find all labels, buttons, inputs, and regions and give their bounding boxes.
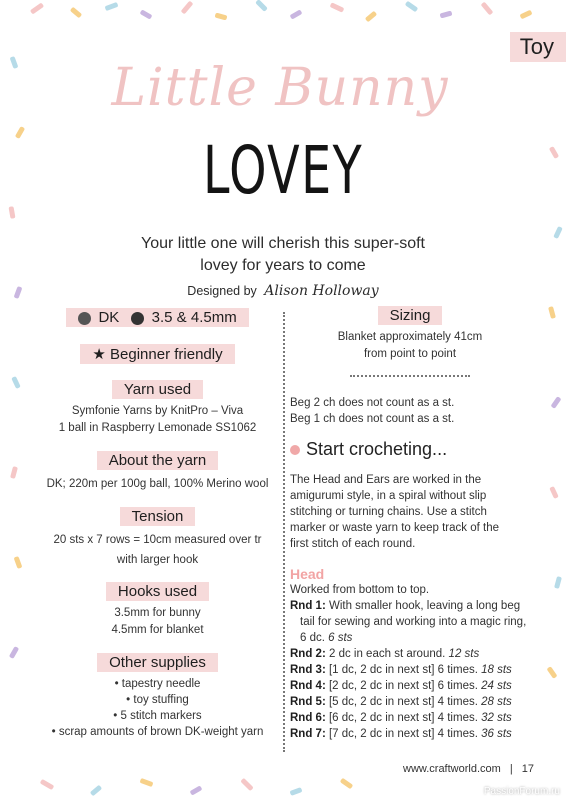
text-line: 4.5mm for blanket <box>111 624 204 636</box>
category-badge: Toy <box>510 32 566 62</box>
round-count: 12 sts <box>448 648 480 660</box>
round-label: Rnd 3: <box>290 664 326 676</box>
skill-level: ★ Beginner friendly <box>80 344 234 364</box>
round-text: [5 dc, 2 dc in next st] 4 times. <box>328 696 478 708</box>
yarn-used-text <box>40 403 275 437</box>
round-label: Rnd 2: <box>290 648 326 660</box>
round-item <box>290 662 530 678</box>
head-heading: Head <box>290 566 325 582</box>
left-column <box>40 306 275 740</box>
round-label: Rnd 6: <box>290 712 326 724</box>
round-item <box>290 710 530 726</box>
text-line: Symfonie Yarns by KnitPro – Viva <box>71 405 244 417</box>
list-item: • tapestry needle <box>114 678 201 690</box>
round-count: 32 sts <box>481 712 512 724</box>
round-count: 6 sts <box>328 632 353 644</box>
text-line: with larger hook <box>116 554 199 566</box>
section-heading: Sizing <box>378 306 443 325</box>
byline-prefix: Designed by <box>187 284 257 298</box>
page-title: LOVEY <box>202 132 364 209</box>
text-line: 3.5mm for bunny <box>114 607 201 619</box>
round-label: Rnd 5: <box>290 696 326 708</box>
start-heading-text: Start crocheting... <box>306 439 448 459</box>
round-label: Rnd 7: <box>290 728 326 740</box>
round-text: With smaller hook, leaving a long beg tail for sewing and working into a magic ring, 6 dc. <box>300 600 527 644</box>
spec-weight-hook <box>66 308 248 327</box>
round-item <box>290 678 530 694</box>
title-script: Little Bunny <box>111 58 449 118</box>
footer-separator: | <box>509 763 513 775</box>
round-label: Rnd 4: <box>290 680 326 692</box>
round-item <box>290 694 530 710</box>
text-line: 1 ball in Raspberry Lemonade SS1062 <box>58 422 257 434</box>
round-count: 28 sts <box>481 696 512 708</box>
round-text: 2 dc in each st around. <box>328 648 446 660</box>
round-list <box>290 598 530 742</box>
round-count: 18 sts <box>481 664 512 676</box>
hook-size: 3.5 & 4.5mm <box>151 309 237 326</box>
round-text: [2 dc, 2 dc in next st] 6 times. <box>328 680 478 692</box>
text-line: Beg 1 ch does not count as a st. <box>290 413 455 425</box>
section-heading: Hooks used <box>106 582 209 601</box>
watermark: PassionForum.ru <box>483 786 560 797</box>
subtitle-line: Your little one will cherish this super-soft <box>141 235 425 252</box>
page-footer <box>403 763 534 775</box>
text-line: Blanket approximately 41cm <box>337 331 483 343</box>
round-item <box>290 726 530 742</box>
footer-url[interactable]: www.craftworld.com <box>403 763 501 775</box>
text-line: 20 sts x 7 rows = 10cm measured over tr <box>53 534 262 546</box>
hooks-used-text <box>40 605 275 639</box>
list-item: • scrap amounts of brown DK-weight yarn <box>51 726 264 738</box>
round-item <box>290 598 530 646</box>
sizing-text <box>290 329 530 363</box>
round-item <box>290 646 530 662</box>
right-column <box>290 306 530 742</box>
designer-name: Alison Holloway <box>264 283 379 299</box>
supplies-list <box>40 676 275 740</box>
round-text: [6 dc, 2 dc in next st] 4 times. <box>328 712 478 724</box>
start-heading <box>290 439 530 460</box>
page-number: 17 <box>521 763 535 775</box>
section-heading: Other supplies <box>97 653 218 672</box>
tension-text <box>40 530 275 570</box>
text-line: Beg 2 ch does not count as a st. <box>290 397 455 409</box>
round-count: 24 sts <box>481 680 512 692</box>
yarn-ball-icon <box>290 445 300 455</box>
yarn-weight: DK <box>98 309 120 326</box>
head-intro: Worked from bottom to top. <box>290 584 430 596</box>
round-text: [1 dc, 2 dc in next st] 6 times. <box>328 664 478 676</box>
section-heading: Tension <box>120 507 196 526</box>
round-text: [7 dc, 2 dc in next st] 4 times. <box>328 728 478 740</box>
sizing-divider <box>350 375 470 377</box>
yarn-ball-icon <box>78 312 91 325</box>
crochet-hook-icon <box>131 312 144 325</box>
round-label: Rnd 1: <box>290 600 326 612</box>
list-item: • 5 stitch markers <box>113 710 202 722</box>
text-line: from point to point <box>363 348 457 360</box>
column-divider <box>283 312 285 752</box>
notes <box>290 395 530 427</box>
subtitle <box>80 233 486 277</box>
section-heading: About the yarn <box>97 451 219 470</box>
subtitle-line: lovey for years to come <box>200 257 366 274</box>
about-yarn-text: DK; 220m per 100g ball, 100% Merino wool <box>46 478 269 490</box>
start-paragraph: The Head and Ears are worked in the amigurumi style, in a spiral without slip stitching or turning chains. Use a stitch marker or waste yarn to keep track of the first stitch of each round. <box>290 474 500 550</box>
list-item: • toy stuffing <box>126 694 189 706</box>
section-heading: Yarn used <box>112 380 203 399</box>
byline <box>0 283 566 299</box>
round-count: 36 sts <box>481 728 512 740</box>
